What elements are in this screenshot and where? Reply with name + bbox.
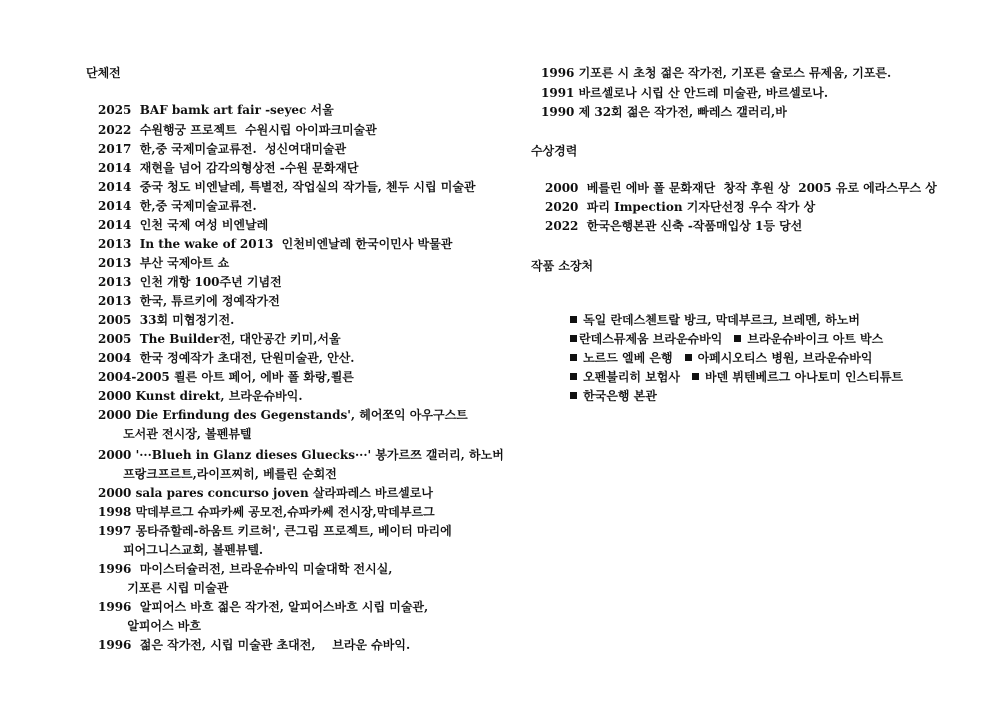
exhibition-line: 2000 Kunst direkt, 브라운슈바익.: [98, 389, 303, 403]
square-bullet-icon: [570, 392, 577, 399]
exhibition-line: 1996 기포른 시 초청 젊은 작가전, 기포른 슐로스 뮤제움, 기포른.: [541, 66, 892, 80]
collection-item: 오펜불리히 보험사: [583, 370, 680, 384]
exhibition-line: 2022 수원행궁 프로젝트 수원시립 아이파크미술관: [98, 123, 377, 137]
exhibition-line: 2004 한국 정예작가 초대전, 단원미술관, 안산.: [98, 351, 355, 365]
exhibition-line: 1990 제 32회 젊은 작가전, 빠레스 갤러리,바: [541, 105, 787, 119]
awards-heading: 수상경력: [531, 144, 578, 158]
collection-item: 브라운슈바이크 아트 박스: [747, 332, 884, 346]
collection-item: 아페시오티스 병원, 브라운슈바익: [697, 351, 873, 365]
exhibition-line: 2017 한,중 국제미술교류전. 성신여대미술관: [98, 142, 347, 156]
exhibition-line: 1997 몽타쥬할레-하움트 키르허', 큰그림 프로젝트, 베이터 마리에: [98, 524, 452, 538]
exhibition-line: 2005 The Builder전, 대안공간 키미,서울: [98, 332, 341, 346]
exhibition-line: 프랑크프르트,라이프찌히, 베를린 순회전: [98, 467, 337, 481]
exhibition-line: 1996 알피어스 바흐 젊은 작가전, 알피어스바흐 시립 미술관,: [98, 600, 429, 614]
exhibition-line: 2014 중국 청도 비엔날레, 특별전, 작업실의 작가들, 첸두 시립 미술관: [98, 180, 476, 194]
exhibition-line: 1996 젊은 작가전, 시립 미술관 초대전, 브라운 슈바익.: [98, 638, 411, 652]
collection-item: 란데스뮤제움 브라운슈바익: [579, 332, 723, 346]
square-bullet-icon: [692, 373, 699, 380]
collection-item: 바덴 뷔텐베르그 아나토미 인스티튜트: [705, 370, 904, 384]
exhibition-line: 2013 In the wake of 2013 인천비엔날레 한국이민사 박물관: [98, 237, 453, 251]
exhibition-line: 2000 Die Erfindung des Gegenstands', 헤어쪼익 아우구스트: [98, 408, 468, 422]
exhibition-line: 2000 '···Blueh in Glanz dieses Gluecks···' 봉가르쯔 갤러리, 하노버: [98, 448, 504, 462]
exhibition-line: 2000 sala pares concurso joven 살라파레스 바르셀로나: [98, 486, 433, 500]
collections-heading: 작품 소장처: [531, 259, 594, 273]
group-exhibitions-heading: 단체전: [86, 66, 121, 80]
exhibition-line: 도서관 전시장, 볼펜뷰텔: [98, 427, 252, 441]
award-line: 2022 한국은행본관 신축 -작품매입상 1등 당선: [545, 219, 803, 233]
exhibition-line: 알피어스 바흐: [98, 619, 201, 633]
collection-row: [545, 369, 657, 423]
exhibition-line: 2014 재현을 넘어 감각의형상전 -수원 문화재단: [98, 161, 359, 175]
award-line: 2020 파리 Impection 기자단선정 우수 작가 상: [545, 200, 816, 214]
exhibition-line: 1998 막데부르그 슈파카쎄 공모전,슈파카쎄 전시장,막데부르그: [98, 505, 435, 519]
collection-item: 노르드 엘베 은행: [583, 351, 673, 365]
exhibition-line: 2014 인천 국제 여성 비엔날레: [98, 218, 269, 232]
exhibition-line: 피어그니스교회, 볼펜뷰텔.: [98, 543, 264, 557]
exhibition-line: 2025 BAF bamk art fair -seyec 서울: [98, 103, 334, 117]
exhibition-line: 2013 인천 개항 100주년 기념전: [98, 275, 282, 289]
exhibition-line: 1996 마이스터슐러전, 브라운슈바익 미술대학 전시실,: [98, 562, 393, 576]
exhibition-line: 2005 33회 미협정기전.: [98, 313, 235, 327]
collection-item: 한국은행 본관: [583, 389, 657, 403]
collection-item: 독일 란데스첸트랄 방크, 막데부르크, 브레멘, 하노버: [583, 313, 860, 327]
exhibition-line: 2014 한,중 국제미술교류전.: [98, 199, 257, 213]
exhibition-line: 1991 바르셀로나 시립 산 안드레 미술관, 바르셀로나.: [541, 86, 829, 100]
exhibition-line: 2004-2005 쾰른 아트 페어, 에바 폴 화랑,쾰른: [98, 370, 354, 384]
exhibition-line: 2013 한국, 튜르키에 정예작가전: [98, 294, 280, 308]
award-line: 2000 베를린 에바 폴 문화재단 창작 후원 상 2005 유로 에라스무스 상: [545, 181, 937, 195]
exhibition-line: 2013 부산 국제아트 쇼: [98, 256, 230, 270]
exhibition-line: 기포른 시립 미술관: [98, 581, 229, 595]
